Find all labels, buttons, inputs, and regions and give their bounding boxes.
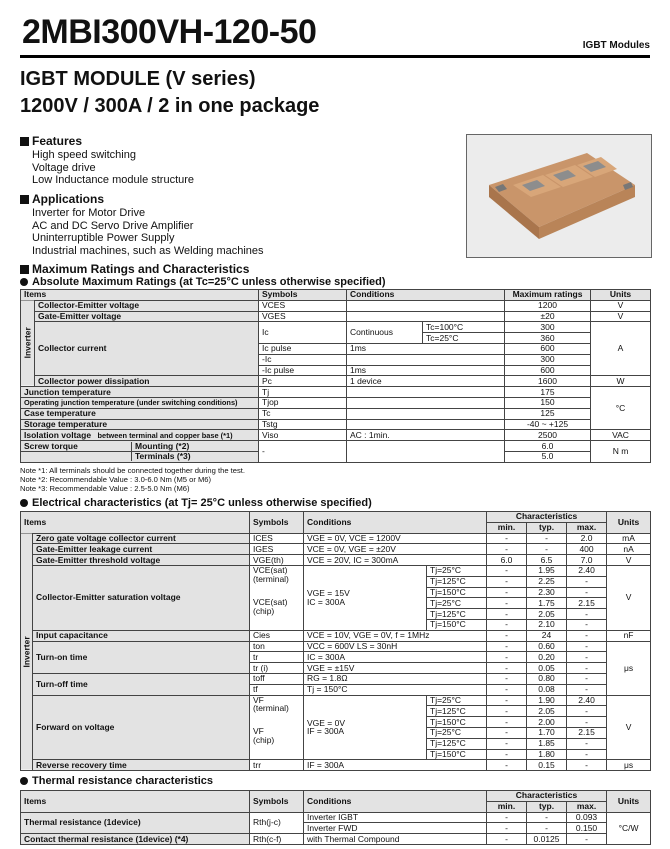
inverter-label: Inverter [21,300,35,386]
table-row: Gate-Emitter voltage VGES ±20 V [21,311,651,322]
table-row: Tj=125°C - 2.25 - [21,576,651,587]
table-row: Ic pulse 1ms 600 [21,343,651,354]
table-row: tr (i) VGE = ±15V - 0.05 - [21,663,651,674]
table-row: -Ic 300 [21,354,651,365]
table-row: Tj=150°C - 2.10 - [21,619,651,630]
table-row: Isolation voltage between terminal and copper base (*1) Viso AC : 1min. 2500 VAC [21,430,651,441]
table-row: Inverter Zero gate voltage collector current ICES VGE = 0V, VCE = 1200V - - 2.0 mA [21,533,651,544]
table-row: tr IC = 300A - 0.20 - [21,652,651,663]
max-ratings-table [20,289,651,463]
table-row: Operating junction temperature (under switching conditions) Tjop 150 [21,397,651,408]
notes-block [20,467,245,494]
table-row: Gate-Emitter threshold voltage VGE(th) VCE = 20V, IC = 300mA 6.0 6.5 7.0 V [21,555,651,566]
list-item: Voltage drive [32,161,96,174]
list-item: Uninterruptible Power Supply [32,232,175,245]
table-row: Case temperature Tc 125 [21,408,651,419]
table-header-row: min. typ. max. [21,522,651,533]
table-row: Input capacitance Cies VCE = 10V, VGE = 0V, f = 1MHz - 24 - nF [21,630,651,641]
header-rule [20,55,650,58]
thermal-heading: Thermal resistance characteristics [20,775,213,787]
table-row: Tj=125°C - 2.05 - [21,609,651,620]
table-header-row: Items Symbols Conditions Characteristics Units [21,512,651,523]
applications-heading: Applications [20,192,104,206]
table-row: tf Tj = 150°C - 0.08 - [21,684,651,695]
round-bullet-icon [20,278,28,286]
table-row: Thermal resistance (1device) Rth(j-c) Inverter IGBT - - 0.093 °C/W [21,812,651,823]
table-header-row: Items Symbols Conditions Maximum ratings Units [21,290,651,301]
list-item: Low Inductance module structure [32,174,195,187]
electrical-heading: Electrical characteristics (at Tj= 25°C unless otherwise specified) [20,497,372,509]
table-row: Storage temperature Tstg -40 ~ +125 [21,419,651,430]
table-row: Tj=150°C - 1.80 - [21,749,651,760]
round-bullet-icon [20,499,28,507]
table-row: Collector power dissipation Pc 1 device 1600 W [21,376,651,387]
list-item: High speed switching [32,149,136,161]
square-bullet-icon [20,137,29,146]
features-heading: Features [20,134,82,148]
note-1: Note *1: All terminals should be connected together during the test. [20,466,245,475]
round-bullet-icon [20,777,28,785]
table-row: Tc=25°C 360 [21,333,651,344]
applications-list [32,207,264,257]
table-row: Inverter Collector-Emitter voltage VCES 1200 V [21,300,651,311]
max-ratings-heading: Maximum Ratings and Characteristics [20,262,249,276]
list-item: AC and DC Servo Drive Amplifier [32,219,194,232]
subtitle-series: IGBT MODULE (V series) [20,68,256,90]
square-bullet-icon [20,195,29,204]
electrical-table [20,511,651,771]
list-item: Inverter for Motor Drive [32,207,146,219]
table-row: Tj=125°C - 1.85 - [21,738,651,749]
table-row: Reverse recovery time trr IF = 300A - 0.15 - μs [21,760,651,771]
square-bullet-icon [20,265,29,274]
table-row: Tj=150°C - 2.00 - [21,717,651,728]
table-row: VCE(sat) (chip) Tj=25°C - 1.75 2.15 [21,598,651,609]
table-row: VF (chip) Tj=25°C - 1.70 2.15 [21,727,651,738]
part-number: 2MBI300VH-120-50 [22,13,317,51]
table-row: -Ic pulse 1ms 600 [21,365,651,376]
table-row: Collector-Emitter saturation voltage VCE(sat) (terminal) VGE = 15V IC = 300A Tj=25°C - 1.95 2.40 V [21,565,651,576]
table-header-row: Items Symbols Conditions Characteristics Units [21,791,651,802]
list-item: Industrial machines, such as Welding machines [32,244,264,257]
subtitle-rating: 1200V / 300A / 2 in one package [20,95,320,117]
features-list [32,149,194,187]
table-row: Turn-off time toff RG = 1.8Ω - 0.80 - [21,673,651,684]
abs-max-subheading: Absolute Maximum Ratings (at Tc=25°C unless otherwise specified) [20,276,386,288]
table-row: Screw torque Mounting (*2) - 6.0 N m [21,441,651,452]
table-row: Contact thermal resistance (1device) (*4) Rth(c-f) with Thermal Compound - 0.0125 - [21,834,651,845]
table-row: Tj=150°C - 2.30 - [21,587,651,598]
inverter-label: Inverter [21,533,33,771]
table-header-row: min. typ. max. [21,801,651,812]
table-row: Gate-Emitter leakage current IGES VCE = 0V, VGE = ±20V - - 400 nA [21,544,651,555]
table-row: Tj=125°C - 2.05 - [21,706,651,717]
table-row: Junction temperature Tj 175 °C [21,387,651,398]
igbt-module-image [467,135,651,257]
table-row: Terminals (*3) 5.0 [21,451,651,462]
table-row: Collector current Ic Continuous Tc=100°C 300 A [21,322,651,333]
note-3: Note *3: Recommendable Value : 2.5-5.0 Nm (M6) [20,483,190,493]
product-photo [466,134,652,258]
table-row: Turn-on time ton VCC = 600V LS = 30nH - 0.60 - μs [21,641,651,652]
table-row: Inverter FWD - - 0.150 [21,823,651,834]
thermal-table [20,790,651,845]
table-row: Forward on voltage VF (terminal) VGE = 0V IF = 300A Tj=25°C - 1.90 2.40 V [21,695,651,706]
note-2: Note *2: Recommendable Value : 3.0-6.0 Nm (M5 or M6) [20,474,212,484]
category-label: IGBT Modules [582,40,650,51]
